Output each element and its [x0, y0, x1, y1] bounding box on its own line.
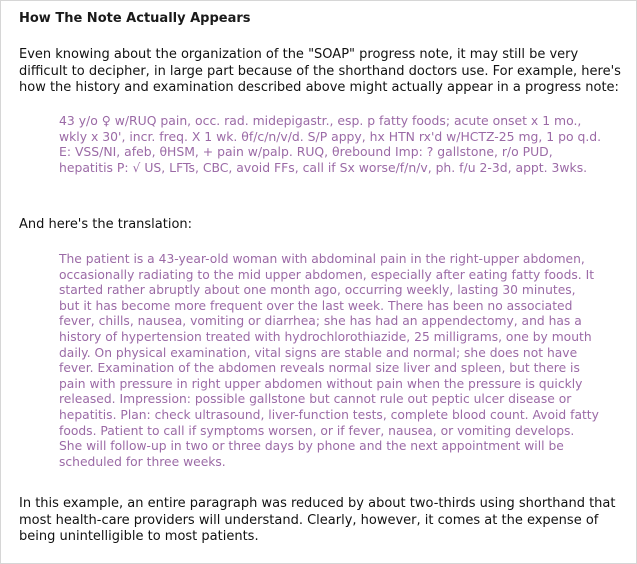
intro-paragraph: Even knowing about the organization of the "SOAP" progress note, it may still be very difficult to decipher, in large part because of the shorthand doctors use. For example, here's how the history and examination described above might actually appear in a progress note: [19, 47, 621, 95]
translation-quote: The patient is a 43-year-old woman with abdominal pain in the right-upper abdomen, occasionally radiating to the mid upper abdomen, especially after eating fatty foods. It started rather abruptly about one month ago, occurring weekly, lasting 30 minutes, but it has become more frequent over the last week. There has been no associated fever, chills, nausea, vomiting or diarrhea; she has had an appendectomy, and has a history of hypertension treated with hydrochlorothiazide, 25 milligrams, one by mouth daily. On physical examination, vital signs are stable and normal; she does not have fever. Examination of the abdomen reveals normal size liver and spleen, but there is pain with pressure in right upper abdomen without pain when the pressure is quickly released. Impression: possible gallstone but cannot rule out peptic ulcer disease or hepatitis. Plan: check ultrasound, liver-function tests, complete blood count. Avoid fatty foods. Patient to call if symptoms worsen, or if fever, nausea, or vomiting develops. She will follow-up in two or three days by phone and the next appointment will be scheduled for three weeks. [59, 252, 599, 469]
shorthand-note-quote: 43 y/o ♀ w/RUQ pain, occ. rad. midepigastr., esp. p fatty foods; acute onset x 1 mo., wkly x 30', incr. freq. X 1 wk. θf/c/n/v/d. S/P appy, hx HTN rx'd w/HCTZ-25 mg, 1 po q.d. E: VSS/NI, afeb, θHSM, + pain w/palp. RUQ, θrebound Imp: ? gallstone, r/o PUD, hepatitis P: √ US, LFTs, CBC, avoid FFs, call if Sx worse/f/n/v, ph. f/u 2-3d, appt. 3wks. [59, 113, 602, 175]
conclusion-paragraph: In this example, an entire paragraph was reduced by about two-thirds using shorthand that most health-care providers will understand. Clearly, however, it comes at the expense of being unintelligible to most patients. [19, 496, 616, 544]
translation-lead-paragraph: And here's the translation: [19, 217, 193, 232]
section-heading: How The Note Actually Appears [19, 11, 251, 26]
